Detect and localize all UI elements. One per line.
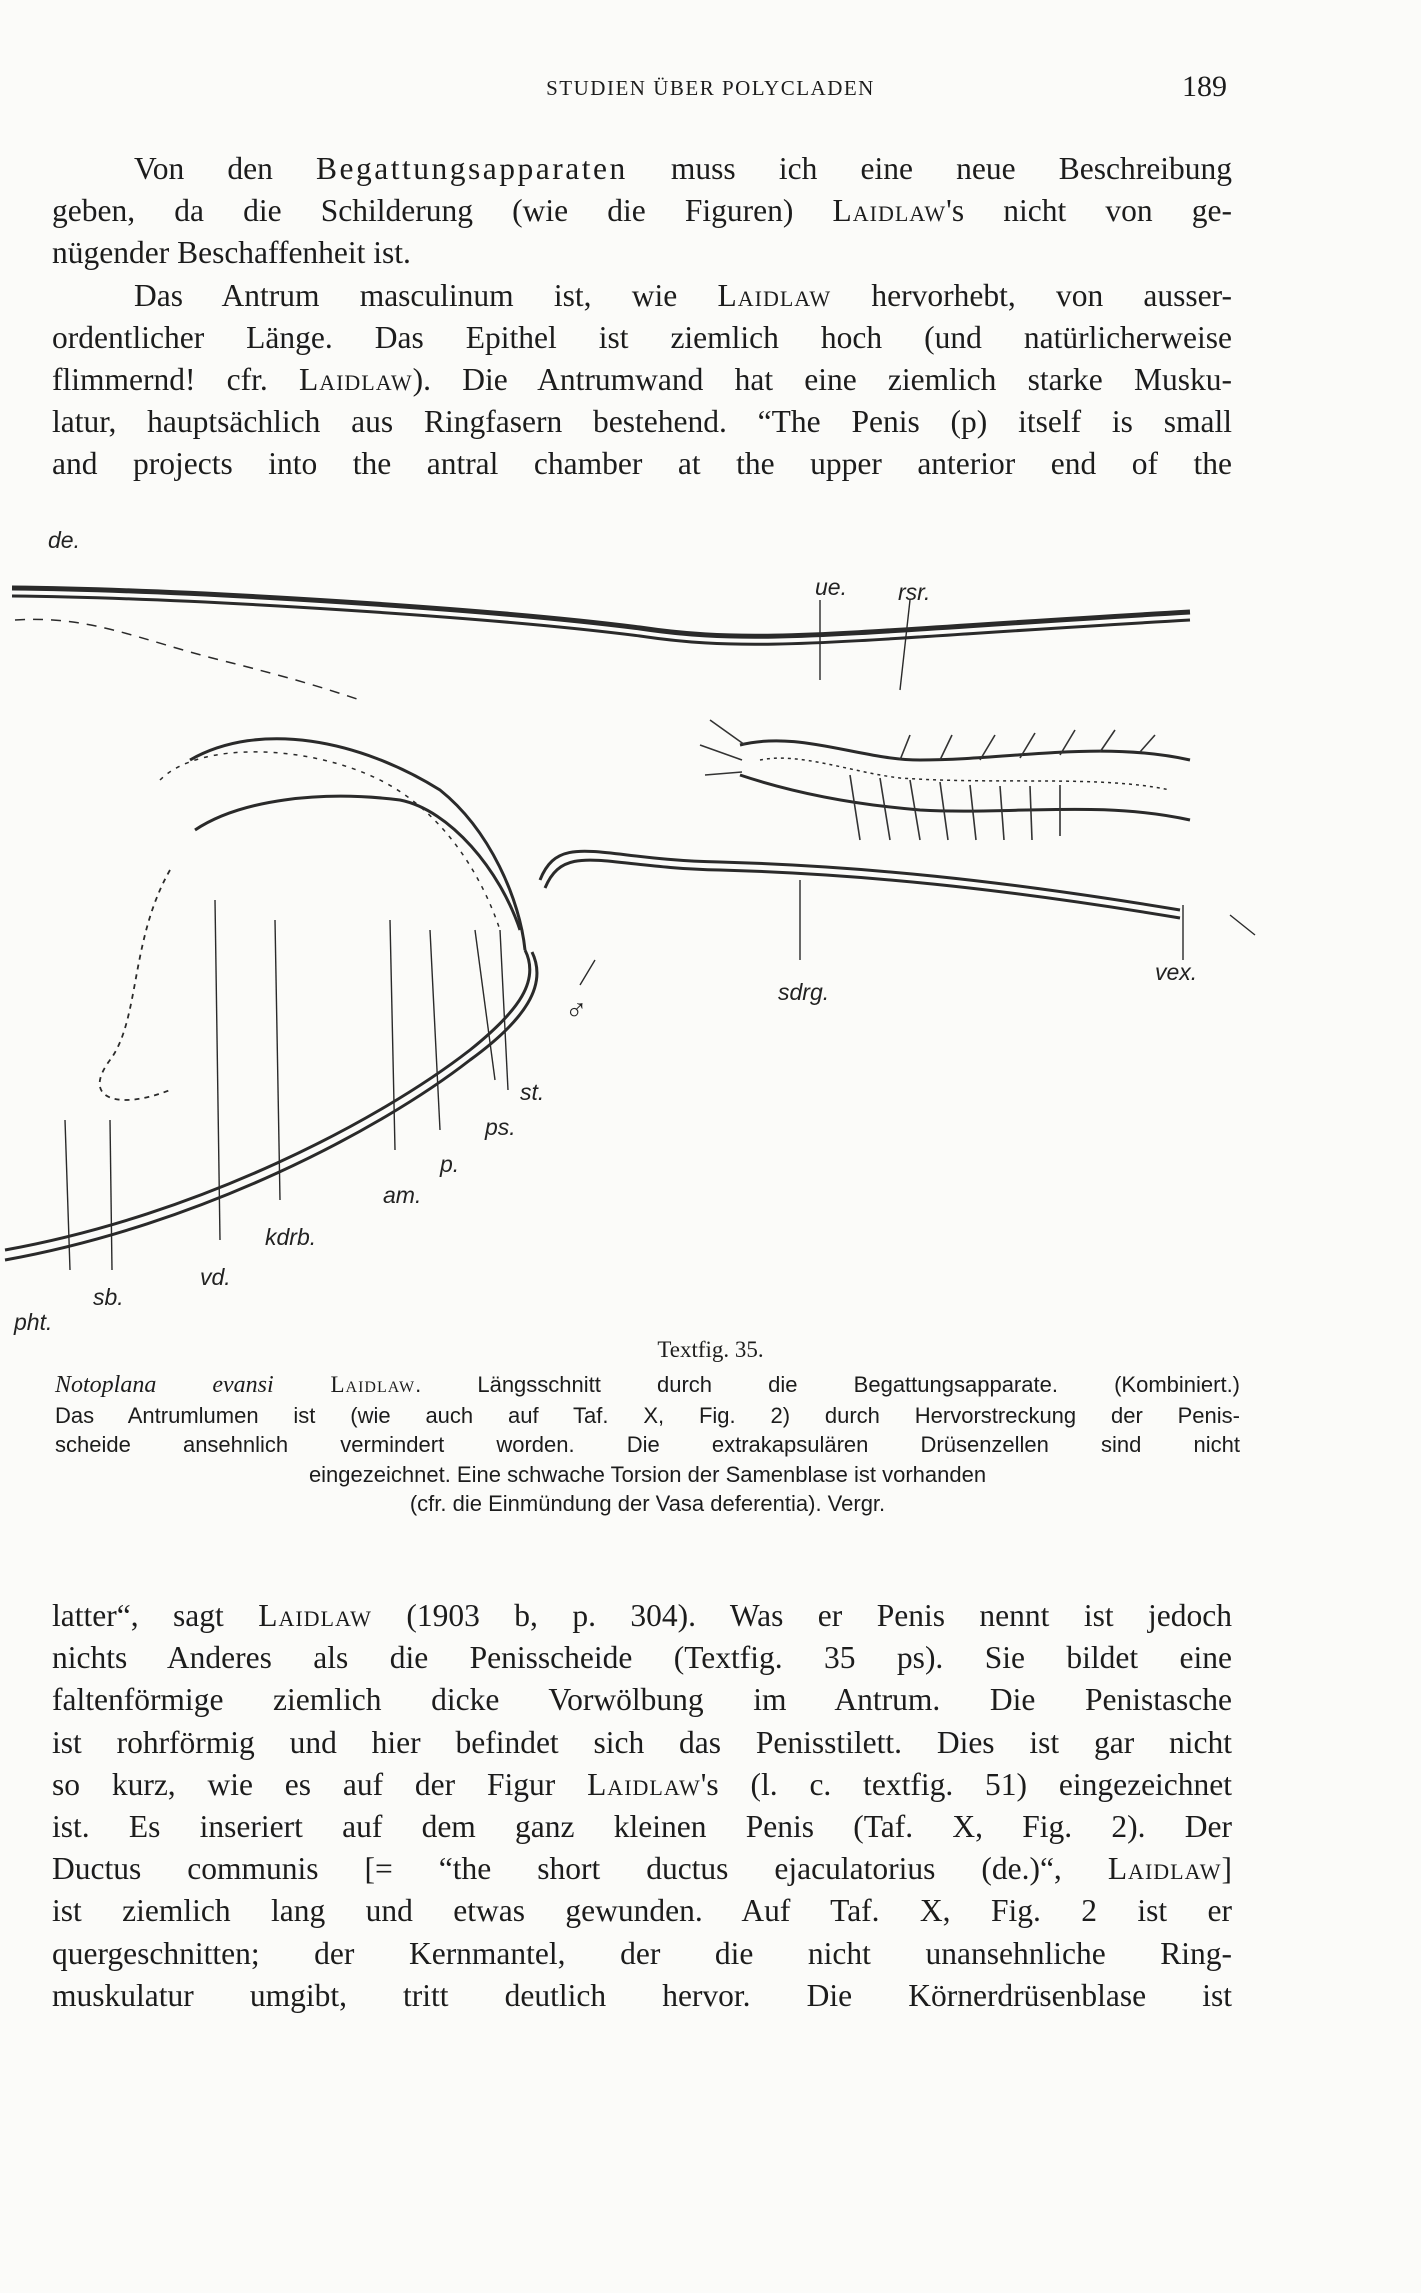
label-pht: pht. <box>14 1309 53 1335</box>
text-line: ist rohrförmig und hier befindet sich das Penisstilett. Dies ist gar nicht <box>52 1724 1232 1760</box>
text-line: Von den Begattungsapparaten muss ich eine neue Beschreibung <box>134 151 1233 186</box>
label-st: st. <box>520 1079 545 1105</box>
figure-number: Textfig. 35. <box>657 1337 764 1362</box>
running-title: STUDIEN ÜBER POLYCLADEN <box>546 76 875 100</box>
text-line: quergeschnitten; der Kernmantel, der die nicht unansehnliche Ring- <box>52 1935 1232 1971</box>
anatomical-figure <box>0 522 1421 1342</box>
paragraph-top <box>52 148 1232 486</box>
text-line: geben, da die Schilderung (wie die Figuren) Laidlaw's nicht von ge- <box>52 193 1232 229</box>
label-ps: ps. <box>485 1114 516 1140</box>
figure-caption <box>55 1370 1240 1519</box>
text-line: ordentlicher Länge. Das Epithel ist ziemlich hoch (und natürlicherweise <box>52 319 1232 355</box>
text-line: ist. Es inseriert auf dem ganz kleinen Penis (Taf. X, Fig. 2). Der <box>52 1809 1232 1845</box>
text-line: muskulatur umgibt, tritt deutlich hervor. Die Körnerdrüsenblase ist <box>52 1977 1232 2013</box>
page-number: 189 <box>1182 70 1227 103</box>
text-line: so kurz, wie es auf der Figur Laidlaw's (l. c. textfig. 51) eingezeichnet <box>52 1766 1233 1802</box>
page-header <box>0 70 1421 110</box>
text-line: nügender Beschaffenheit ist. <box>52 235 411 271</box>
label-p: p. <box>440 1151 460 1177</box>
text-line: Ductus communis [= “the short ductus ejaculatorius (de.)“, Laidlaw] <box>52 1851 1232 1887</box>
caption-line: Notoplana evansi Laidlaw. Längsschnitt durch die Begattungsapparate. (Kombiniert.) <box>55 1372 1241 1398</box>
paragraph-bottom <box>52 1595 1232 2017</box>
figure-drawing <box>0 522 1421 1342</box>
label-de: de. <box>48 527 80 553</box>
text-line: latur, hauptsächlich aus Ringfasern bestehend. “The Penis (p) itself is small <box>52 404 1232 440</box>
caption-line: Das Antrumlumen ist (wie auch auf Taf. X, Fig. 2) durch Hervorstreckung der Penis- <box>55 1402 1240 1428</box>
text-line: nichts Anderes als die Penisscheide (Textfig. 35 ps). Sie bildet eine <box>52 1640 1232 1676</box>
text-line: flimmernd! cfr. Laidlaw). Die Antrumwand hat eine ziemlich starke Musku- <box>52 362 1232 398</box>
label-am: am. <box>383 1182 422 1208</box>
text-line: Das Antrum masculinum ist, wie Laidlaw hervorhebt, von ausser- <box>134 277 1232 313</box>
label-sb: sb. <box>93 1284 124 1310</box>
label-sdrg: sdrg. <box>778 979 830 1005</box>
text-line: faltenförmige ziemlich dicke Vorwölbung im Antrum. Die Penistasche <box>52 1682 1232 1718</box>
male-symbol: ♂ <box>565 994 588 1027</box>
text-line: and projects into the antral chamber at the upper anterior end of the <box>52 446 1232 482</box>
label-ue: ue. <box>815 574 847 600</box>
label-rsr: rsr. <box>898 579 931 605</box>
text-line: ist ziemlich lang und etwas gewunden. Auf Taf. X, Fig. 2 ist er <box>52 1893 1232 1929</box>
label-kdrb: kdrb. <box>265 1224 317 1250</box>
label-vex: vex. <box>1155 959 1198 985</box>
caption-line: scheide ansehnlich vermindert worden. Die extrakapsulären Drüsenzellen sind nicht <box>55 1432 1240 1457</box>
caption-line: (cfr. die Einmündung der Vasa deferentia). Vergr. <box>409 1491 886 1516</box>
caption-line: eingezeichnet. Eine schwache Torsion der Samenblase ist vorhanden <box>308 1461 987 1487</box>
text-line: latter“, sagt Laidlaw (1903 b, p. 304). Was er Penis nennt ist jedoch <box>52 1598 1232 1633</box>
label-vd: vd. <box>200 1264 231 1290</box>
